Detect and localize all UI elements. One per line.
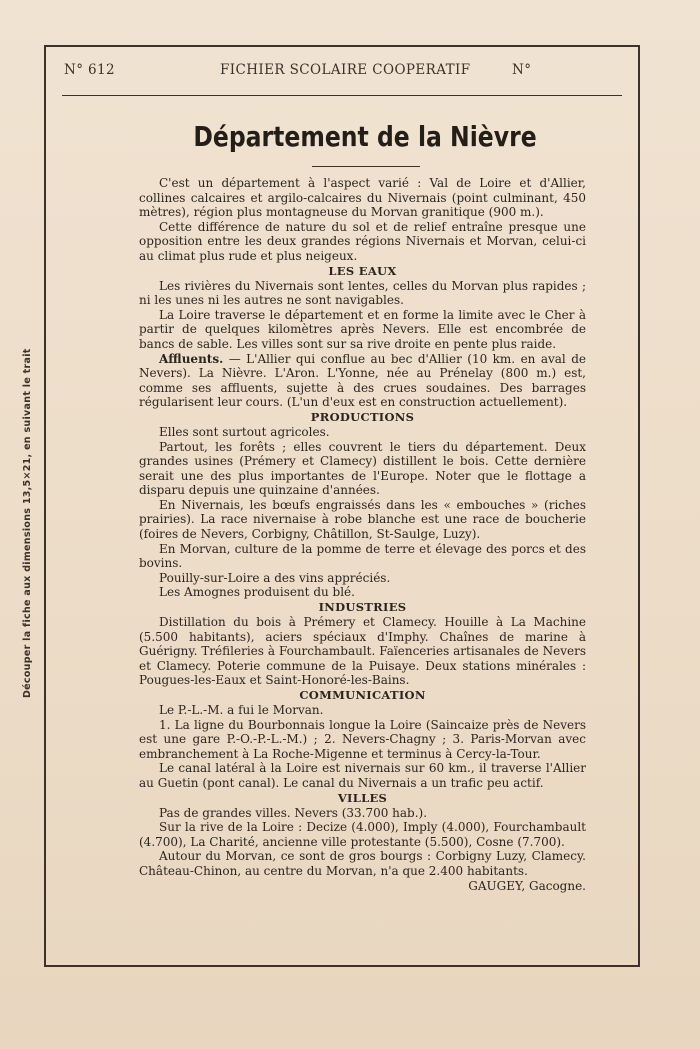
eaux-paragraph: La Loire traverse le département et en forme la limite avec le Cher à partir de quelques kilomètres après Nevers. Elle est encombrée de bancs de sable. Les villes sont sur sa rive droite en pente plus raide. (139, 307, 586, 351)
intro-paragraph: C'est un département à l'aspect varié : Val de Loire et d'Allier, collines calcaires et argilo-calcaires du Nivernais (point culminant, 450 mètres), région plus montagneuse du Morvan granitique (900 m.). (139, 176, 586, 220)
header-rule (62, 95, 622, 96)
communication-paragraph: Le P.-L.-M. a fui le Morvan. (159, 703, 324, 717)
series-title: FICHIER SCOLAIRE COOPERATIF (220, 62, 471, 78)
cutting-instruction: Découper la fiche aux dimensions 13,5×21, en suivant le trait (22, 348, 33, 698)
card-number: N° 612 (64, 62, 116, 78)
industries-paragraph: Distillation du bois à Prémery et Clamecy. Houille à La Machine (5.500 habitants), aciers spéciaux d'Imphy. Chaînes de marine à Guérigny. Tréfileries à Fourchambault. Faïenceries artisanales de Nevers et Clamecy. Poterie commune de la Puisaye. Deux stations minérales : Pougues-les-Eaux et Saint-Honoré-les-Bains. (139, 615, 586, 688)
productions-paragraph: Les Amognes produisent du blé. (159, 585, 355, 600)
affluents-label: Affluents. (159, 351, 224, 366)
villes-paragraph: Sur la rive de la Loire : Decize (4.000), Imply (4.000), Fourchambault (4.700), La Charité, ancienne ville protestante (5.500), Cosne (7.700). (139, 820, 586, 849)
page-title: Département de la Nièvre (193, 120, 537, 153)
villes-paragraph: Autour du Morvan, ce sont de gros bourgs : Corbigny Luzy, Clamecy. Château-Chinon, au centre du Morvan, n'a que 2.400 habitants. (139, 849, 586, 878)
affluents-text: — L'Allier qui conflue au bec d'Allier (10 km. en aval de Nevers). La Nièvre. L'Aron. L'Yonne, née au Prénelay (800 m.) est, comme ses affluents, sujette à des crues soudaines. Des barrages régularisent leur cours. (L'un d'eux est en construction actuellement). (139, 351, 586, 410)
section-heading-villes: VILLES (337, 790, 388, 805)
number-label: N° (512, 62, 532, 78)
communication-paragraph: 1. La ligne du Bourbonnais longue la Loire (Saincaize près de Nevers est une gare P.-O.-P.-L.-M.) ; 2. Nevers-Chagny ; 3. Paris-Morvan avec embranchement à La Roche-Migenne et terminus à Cercy-la-Tour. (139, 717, 586, 761)
title-underline (312, 166, 420, 167)
communication-paragraph: Le canal latéral à la Loire est nivernais sur 60 km., il traverse l'Allier au Guetin (pont canal). Le canal du Nivernais a un trafic peu actif. (139, 761, 586, 790)
productions-paragraph: En Nivernais, les bœufs engraissés dans les « embouches » (riches prairies). La race nivernaise à robe blanche est une race de boucherie (foires de Nevers, Corbigny, Châtillon, St-Saulge, Luzy). (139, 497, 586, 542)
author-signature: GAUGEY, Gacogne. (468, 878, 586, 893)
affluents-paragraph (139, 352, 586, 410)
section-heading-communication: COMMUNICATION (299, 688, 426, 702)
section-heading-eaux: LES EAUX (328, 263, 397, 278)
productions-paragraph: Partout, les forêts ; elles couvrent le tiers du département. Deux grandes usines (Prémery et Clamecy) distillent le bois. Cette dernière serait une des plus importantes de l'Europe. Noter que le flottage a disparu depuis une quinzaine d'années. (139, 439, 586, 498)
productions-paragraph: Elles sont surtout agricoles. (159, 424, 330, 439)
productions-paragraph: Pouilly-sur-Loire a des vins appréciés. (159, 570, 391, 585)
villes-paragraph: Pas de grandes villes. Nevers (33.700 hab.). (159, 805, 428, 820)
productions-paragraph: En Morvan, culture de la pomme de terre et élevage des porcs et des bovins. (139, 541, 586, 571)
section-heading-productions: PRODUCTIONS (310, 409, 415, 424)
header (60, 58, 628, 84)
intro-paragraph: Cette différence de nature du sol et de relief entraîne presque une opposition entre les deux grandes régions Nivernais et Morvan, celui-ci au climat plus rude et plus neigeux. (139, 219, 586, 263)
eaux-paragraph: Les rivières du Nivernais sont lentes, celles du Morvan plus rapides ; ni les unes ni les autres ne sont navigables. (139, 278, 586, 308)
section-heading-industries: INDUSTRIES (318, 600, 407, 615)
article-body (139, 176, 586, 893)
